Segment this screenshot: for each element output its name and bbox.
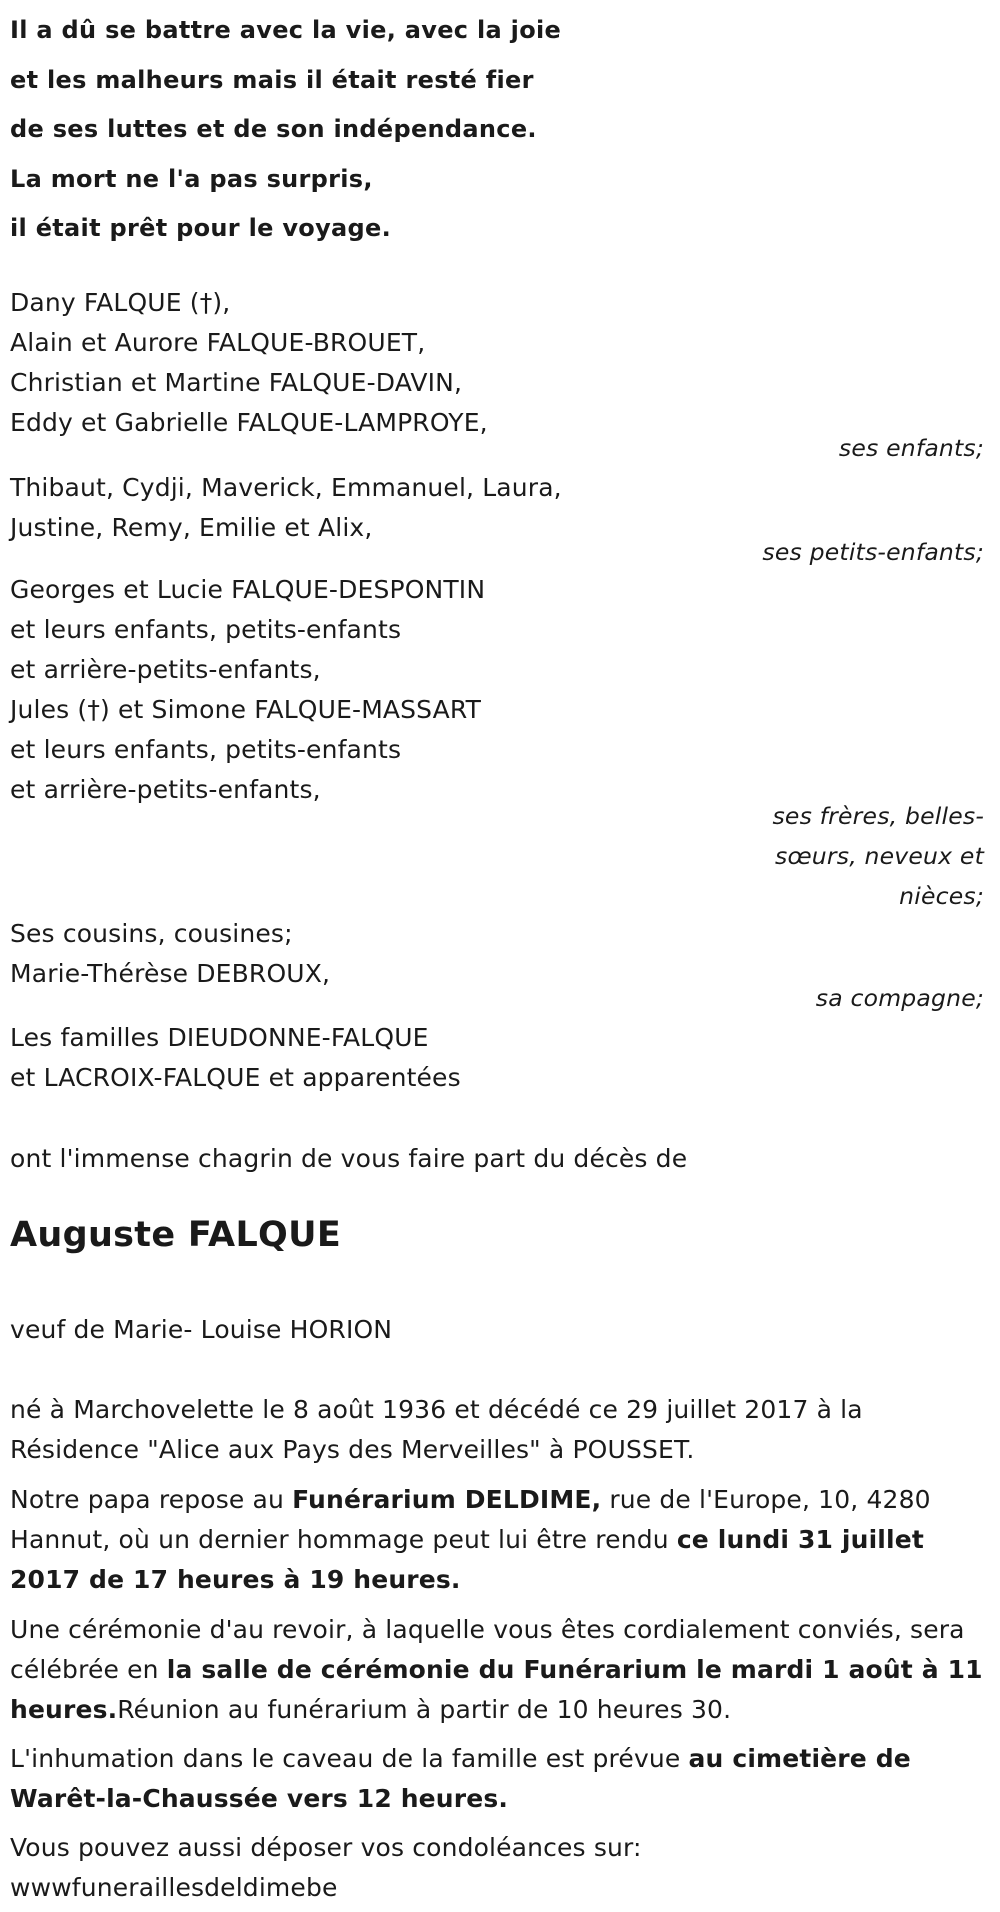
family-line: Eddy et Gabrielle FALQUE-LAMPROYE, bbox=[10, 408, 488, 437]
families-list bbox=[10, 1018, 461, 1098]
ceremony-text: Réunion au funérarium à partir de 10 heures 30. bbox=[117, 1695, 732, 1724]
family-line: Dany FALQUE (†), bbox=[10, 288, 231, 317]
birth-death-paragraph: né à Marchovelette le 8 août 1936 et décédé ce 29 juillet 2017 à la Résidence "Alice aux Pays des Merveilles" à POUSSET. bbox=[10, 1395, 863, 1464]
viewing-text: rue de l'Europe, 10, 4280 Hannut, où un dernier hommage peut lui être rendu bbox=[10, 1485, 931, 1554]
family-line: Ses cousins, cousines; bbox=[10, 919, 293, 948]
condolences-block bbox=[10, 1828, 642, 1908]
poem bbox=[10, 6, 561, 254]
viewing-datetime: ce lundi 31 juillet 2017 de 17 heures à 19 heures. bbox=[10, 1525, 924, 1594]
family-line: Georges et Lucie FALQUE-DESPONTIN bbox=[10, 575, 486, 604]
partner-list bbox=[10, 914, 330, 994]
ceremony-paragraph bbox=[10, 1610, 995, 1730]
poem-line: de ses luttes et de son indépendance. bbox=[10, 115, 537, 144]
family-line: et LACROIX-FALQUE et apparentées bbox=[10, 1063, 461, 1092]
role-line: ses frères, belles- bbox=[772, 802, 984, 830]
poem-line: Il a dû se battre avec la vie, avec la joie bbox=[10, 16, 562, 44]
siblings-list bbox=[10, 570, 485, 810]
family-line: Justine, Remy, Emilie et Alix, bbox=[10, 513, 373, 542]
condolences-text: Vous pouvez aussi déposer vos condoléances sur: bbox=[10, 1833, 642, 1862]
poem-line: et les malheurs mais il était resté fier bbox=[10, 65, 534, 94]
family-line: Thibaut, Cydji, Maverick, Emmanuel, Laura, bbox=[10, 473, 562, 502]
grandchildren-list bbox=[10, 468, 562, 548]
widower-of: veuf de Marie- Louise HORION bbox=[10, 1315, 393, 1344]
family-line: Alain et Aurore FALQUE-BROUET, bbox=[10, 328, 426, 357]
family-line: et leurs enfants, petits-enfants bbox=[10, 615, 402, 644]
viewing-paragraph bbox=[10, 1480, 995, 1600]
announcement: ont l'immense chagrin de vous faire part du décès de bbox=[10, 1144, 688, 1173]
children-role: ses enfants; bbox=[838, 434, 984, 462]
family-line: Les familles DIEUDONNE-FALQUE bbox=[10, 1023, 429, 1052]
family-line: Marie-Thérèse DEBROUX, bbox=[10, 959, 331, 988]
deceased-name: Auguste FALQUE bbox=[10, 1215, 342, 1255]
family-line: Christian et Martine FALQUE-DAVIN, bbox=[10, 368, 463, 397]
burial-paragraph bbox=[10, 1739, 995, 1819]
burial-text: L'inhumation dans le caveau de la famille est prévue bbox=[10, 1744, 689, 1773]
viewing-text: Notre papa repose au bbox=[10, 1485, 293, 1514]
role-line: sœurs, neveux et bbox=[775, 842, 984, 870]
family-line: et arrière-petits-enfants, bbox=[10, 655, 321, 684]
grandchildren-role: ses petits-enfants; bbox=[762, 538, 984, 566]
family-line: et leurs enfants, petits-enfants bbox=[10, 735, 402, 764]
role-line: nièces; bbox=[899, 882, 984, 910]
family-line: Jules (†) et Simone FALQUE-MASSART bbox=[10, 695, 482, 724]
funerarium-name: Funérarium DELDIME, bbox=[292, 1485, 602, 1514]
children-list bbox=[10, 283, 488, 443]
family-line: et arrière-petits-enfants, bbox=[10, 775, 321, 804]
poem-line: La mort ne l'a pas surpris, bbox=[10, 164, 373, 193]
partner-role: sa compagne; bbox=[815, 984, 984, 1012]
poem-line: il était prêt pour le voyage. bbox=[10, 214, 391, 243]
burial-location: au cimetière de Warêt-la-Chaussée vers 12 heures. bbox=[10, 1744, 911, 1813]
siblings-role bbox=[772, 796, 984, 916]
ceremony-text: Une cérémonie d'au revoir, à laquelle vous êtes cordialement conviés, sera célébrée en bbox=[10, 1615, 965, 1684]
condolences-website[interactable]: wwwfuneraillesdeldimebe bbox=[10, 1873, 338, 1902]
ceremony-details: la salle de cérémonie du Funérarium le mardi 1 août à 11 heures. bbox=[10, 1655, 983, 1724]
